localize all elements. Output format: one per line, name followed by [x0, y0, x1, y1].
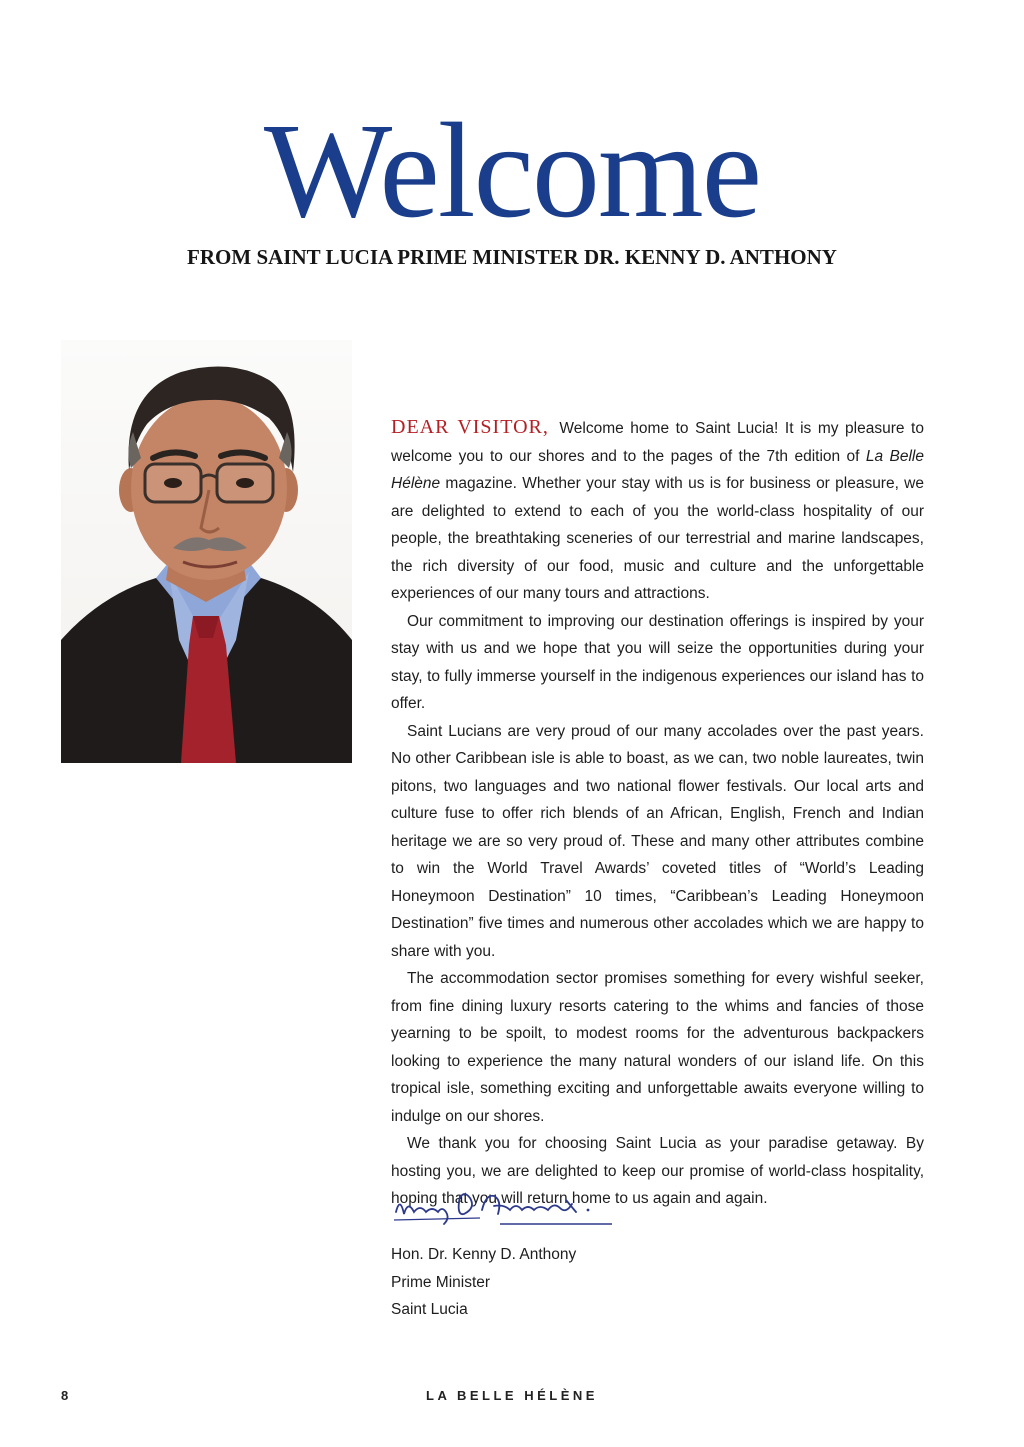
- portrait-illustration: [61, 340, 352, 763]
- letter-paragraph-1: [391, 414, 924, 608]
- signer-country: Saint Lucia: [391, 1301, 468, 1318]
- signature-graphic: [390, 1186, 615, 1230]
- publication-title: La Belle Hélène: [391, 447, 924, 492]
- letter-paragraph-4: The accommodation sector promises something for every wishful seeker, from fine dining luxury resorts catering to the whims and fancies of those yearning to be spoilt, to modest rooms for the adventurous backpackers looking to experience the many natural wonders of our island life. On this tropical isle, something exciting and unforgettable awaits everyone willing to indulge on our shores.: [391, 970, 924, 1125]
- letter-paragraph-3: Saint Lucians are very proud of our many accolades over the past years. No other Caribbean isle is able to boast, as we can, two noble laureates, twin pitons, two languages and two national flower festivals. Our local arts and culture fuse to offer rich blends of an African, English, French and Indian heritage we are so very proud of. These and many other attributes combine to win the World Travel Awards’ coveted titles of “World’s Leading Honeymoon Destination” 10 times, “Caribbean’s Leading Honeymoon Destination” five times and numerous other accolades which we are happy to share with you.: [391, 722, 924, 960]
- paragraph-1-text-cont: magazine. Whether your stay with us is for business or pleasure, we are delighted to extend to each of you the world-class hospitality of our people, the breathtaking sceneries of our terrestrial and marine landscapes, the rich diversity of our food, music and culture and the unforgettable experiences of our many tours and attractions.: [391, 475, 924, 602]
- handwritten-signature: [390, 1186, 615, 1230]
- page-subtitle: FROM SAINT LUCIA PRIME MINISTER DR. KENNY D. ANTHONY: [187, 245, 837, 269]
- signature-block: [391, 1241, 576, 1324]
- page-number: 8: [61, 1388, 69, 1403]
- portrait-photo: [61, 340, 352, 763]
- letter-paragraph-2: Our commitment to improving our destination offerings is inspired by your stay with us and we hope that you will seize the opportunities during your stay, to fully immerse yourself in the indigenous experiences our island has to offer.: [391, 612, 924, 712]
- page-title: Welcome: [263, 96, 761, 246]
- signer-name: Hon. Dr. Kenny D. Anthony: [391, 1246, 577, 1263]
- signer-role: Prime Minister: [391, 1273, 491, 1291]
- letter-body: [391, 414, 924, 1213]
- letter-paragraph-5: We thank you for choosing Saint Lucia as your paradise getaway. By hosting you, we are delighted to keep our promise of world-class hospitality, hoping that you will return home to us again and again.: [391, 1135, 924, 1207]
- salutation: DEAR VISITOR,: [391, 416, 549, 438]
- paragraph-1-text: Welcome home to Saint Lucia! It is my pleasure to welcome you to our shores and to the pages of the 7th edition of: [391, 420, 924, 465]
- footer-publication: LA BELLE HÉLÈNE: [426, 1388, 598, 1403]
